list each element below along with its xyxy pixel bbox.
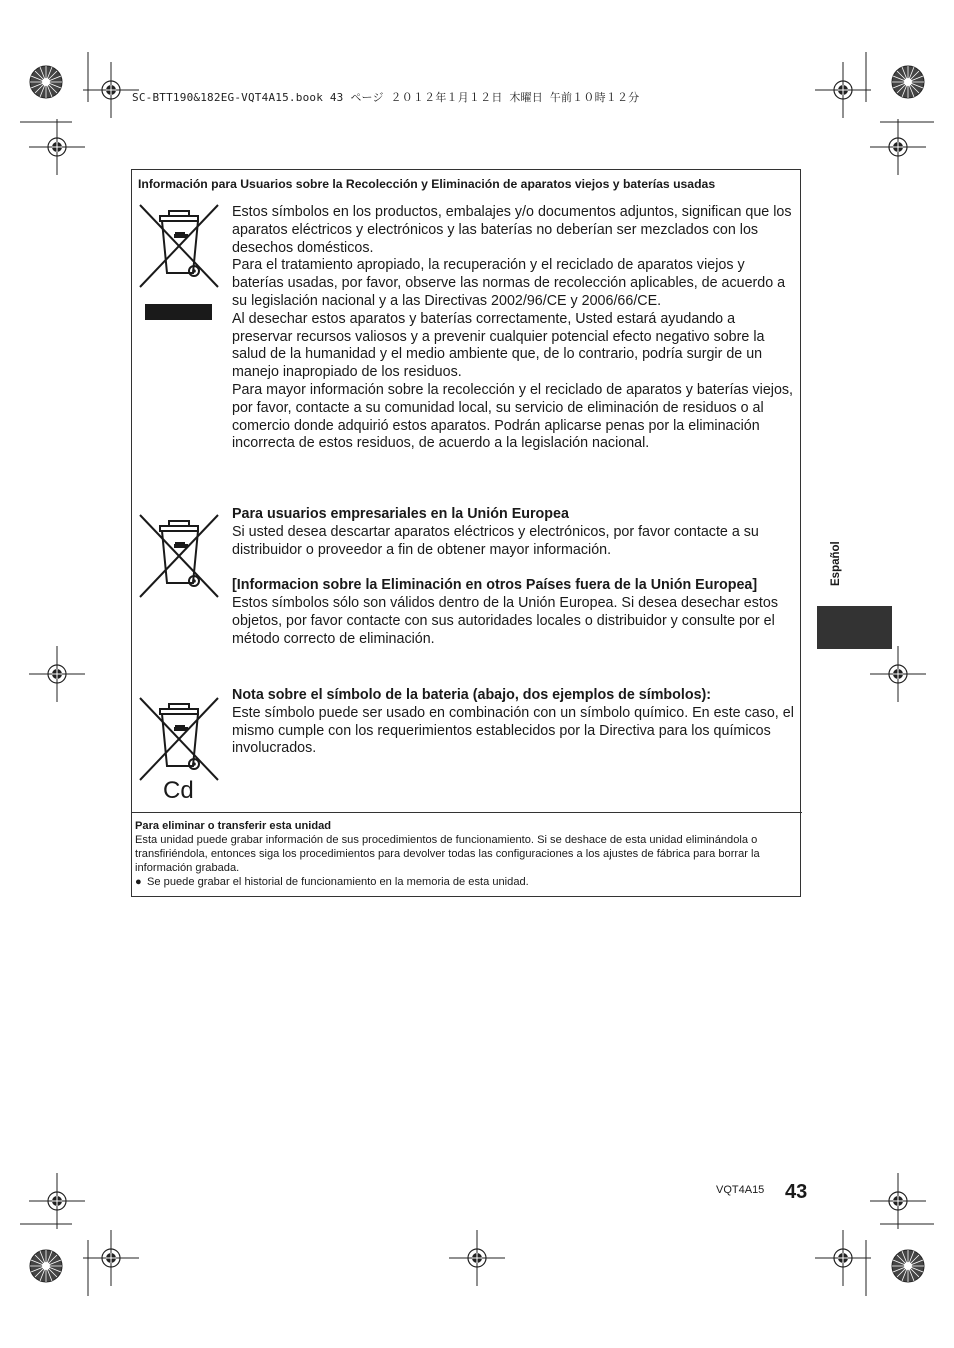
paragraph: Para el tratamiento apropiado, la recuperación y el reciclado de aparatos viejos y baterías usadas, por favor, observe las normas de recolección aplicables, de acuerdo a su legislación nacional y a las Directivas 2002/96/CE y 2006/66/CE.: [232, 257, 786, 309]
bullet-icon: ●: [135, 876, 142, 888]
paragraph: Estos símbolos sólo son válidos dentro de la Unión Europea. Si desea desechar estos objetos, por favor contacte con sus autoridades locales o distribuidor y consulte por el método correcto de eliminación.: [232, 594, 778, 647]
box-divider: [131, 812, 802, 813]
section-heading: [Informacion sobre la Eliminación en otros Países fuera de la Unión Europea]: [232, 577, 758, 594]
chemical-symbol: Cd: [163, 777, 194, 804]
section-heading: Nota sobre el símbolo de la bateria (abajo, dos ejemplos de símbolos):: [232, 687, 712, 703]
language-tab: [817, 606, 892, 649]
disposal-title: Para eliminar o transferir esta unidad: [135, 820, 332, 832]
section-heading: Para usuarios empresariales en la Unión Europea: [232, 506, 569, 522]
paragraph: Para mayor información sobre la recolección y el reciclado de aparatos y baterías viejos, por favor, contacte a su comunidad local, su servicio de eliminación de residuos o al comercio donde adquirió estos aparatos. Podrán aplicarse penas por la eliminación incorrecta de estos residuos, de acuerdo a la legislación nacional.: [232, 381, 794, 452]
print-header: SC-BTT190&182EG-VQT4A15.book 43 ページ ２０１２年１月１２日 木曜日 午前１０時１２分: [132, 91, 640, 104]
disposal-notice: [135, 819, 799, 889]
disposal-text: Esta unidad puede grabar información de sus procedimientos de funcionamiento. Si se deshace de esta unidad eliminándola o transfiriéndola, entonces siga los procedimientos para devolver todas las configuraciones a los ajustes de fábrica para borrar la información grabada.: [135, 834, 760, 874]
paragraph: Este símbolo puede ser usado en combinación con un símbolo químico. En este caso, el mismo cumple con los requerimientos establecidos por la Directiva para los químicos involucrados.: [232, 704, 794, 757]
page-number: 43: [785, 1181, 808, 1203]
list-item: [135, 875, 799, 889]
section-3-text: [232, 687, 794, 758]
language-label: Español: [830, 541, 842, 586]
section-2-text: [232, 506, 794, 648]
paragraph: Al desechar estos aparatos y baterías correctamente, Usted estará ayudando a preservar recursos valiosos y a prevenir cualquier potencial efecto negativo sobre la salud de la humanidad y el medio ambiente que, de lo contrario, podría surgir de un manejo inapropiado de los residuos.: [232, 310, 765, 381]
bullet-text: Se puede grabar el historial de funcionamiento en la memoria de esta unidad.: [147, 876, 529, 888]
paragraph: Estos símbolos en los productos, embalajes y/o documentos adjuntos, significan que los aparatos eléctricos y electrónicos y las baterías no deberían ser mezclados con los desechos domésticos.: [232, 204, 792, 256]
crossed-out-wheelie-bin-icon: [138, 203, 220, 289]
section-1-text: [232, 204, 794, 453]
document-code: VQT4A15: [716, 1184, 765, 1196]
box-title: Información para Usuarios sobre la Recolección y Eliminación de aparatos viejos y baterías usadas: [138, 177, 716, 191]
paragraph: Si usted desea descartar aparatos eléctricos y electrónicos, por favor contacte a su distribuidor o proveedor a fin de obtener mayor información.: [232, 523, 759, 558]
crossed-out-wheelie-bin-icon: [138, 696, 220, 782]
crossed-out-wheelie-bin-icon: [138, 513, 220, 599]
black-bar: [145, 304, 212, 320]
